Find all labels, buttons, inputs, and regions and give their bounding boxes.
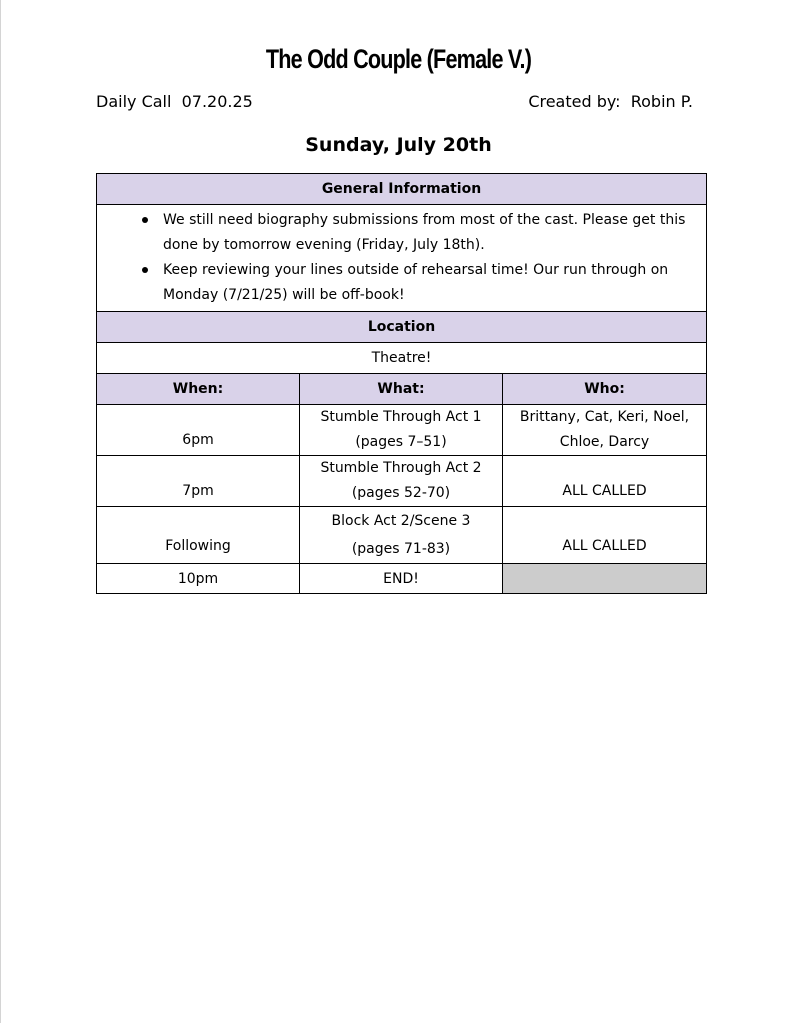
column-header-what: What: [300,374,503,405]
schedule-who-line: ALL CALLED [562,538,647,554]
daily-call-table [96,173,707,594]
general-information-header: General Information [97,174,707,205]
table-row [97,456,707,507]
location-header: Location [97,312,707,343]
schedule-what [300,507,503,564]
column-header-who: Who: [503,374,707,405]
document-title: The Odd Couple (Female V.) [265,44,532,74]
table-row [97,507,707,564]
info-item: We still need biography submissions from most of the cast. Please get this done by tomorrow evening (Friday, July 18th). [163,208,692,258]
schedule-what-line: (pages 52-70) [351,485,451,501]
schedule-who [503,405,707,456]
schedule-when: Following [97,507,300,564]
schedule-who-line: Chloe, Darcy [559,434,650,450]
schedule-who-empty [503,564,707,594]
table-row [97,405,707,456]
schedule-who-line: ALL CALLED [562,483,647,499]
schedule-what-line: (pages 71-83) [351,541,451,557]
schedule-what-line: Stumble Through Act 1 [320,409,482,425]
schedule-what [300,405,503,456]
schedule-what [300,456,503,507]
schedule-what-line: (pages 7–51) [355,434,447,450]
location-value: Theatre! [97,343,707,374]
schedule-what-line: Block Act 2/Scene 3 [331,513,471,529]
table-row [97,564,707,594]
schedule-when: 10pm [97,564,300,594]
schedule-who [503,507,707,564]
created-by: Created by: Robin P. [528,92,693,111]
schedule-what-line: Stumble Through Act 2 [320,460,482,476]
schedule-what: END! [300,564,503,594]
schedule-who [503,456,707,507]
column-header-when: When: [97,374,300,405]
schedule-who-line: Brittany, Cat, Keri, Noel, [519,409,690,425]
schedule-when: 6pm [97,405,300,456]
general-information-list [97,208,692,308]
daily-call-date: Daily Call 07.20.25 [96,92,253,111]
day-heading: Sunday, July 20th [305,134,492,156]
info-item: Keep reviewing your lines outside of rehearsal time! Our run through on Monday (7/21/25) will be off-book! [163,258,692,308]
general-information-body [97,205,707,312]
schedule-when: 7pm [97,456,300,507]
